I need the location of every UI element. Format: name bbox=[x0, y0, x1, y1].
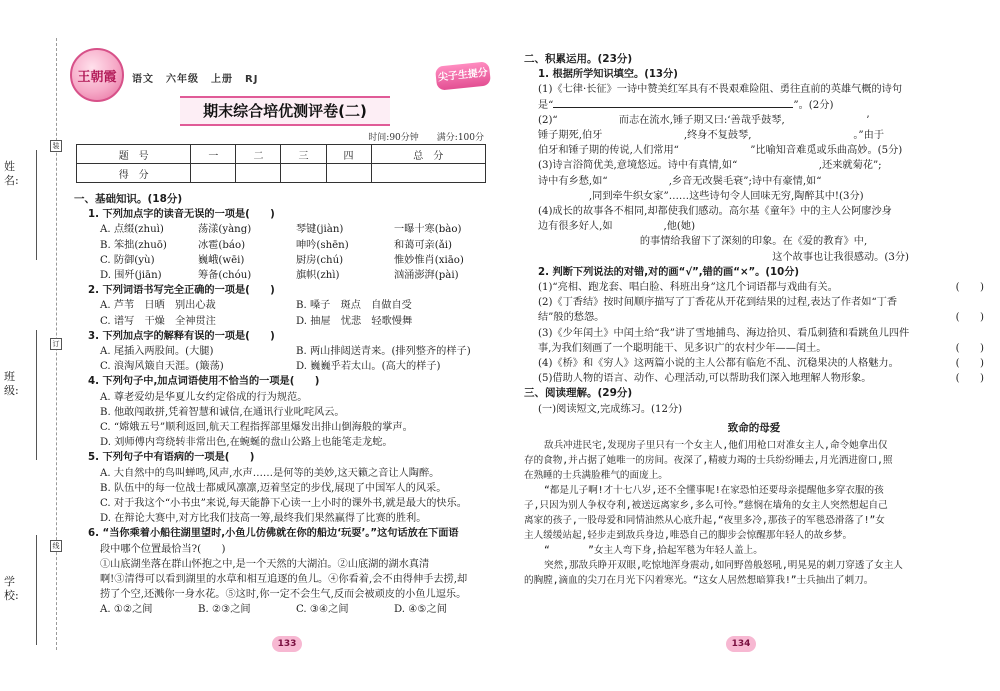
fill-line: 是“ ”。(2分) bbox=[538, 99, 834, 111]
school-label: 学 校: bbox=[4, 575, 26, 602]
question-stem: 6. “当你乘着小船往湖里望时,小鱼儿仿佛就在你的船边‘玩耍’。”这句话放在下面语 bbox=[88, 528, 459, 540]
publisher-logo: 王朝霞 bbox=[70, 48, 124, 102]
reading-passage bbox=[524, 438, 984, 588]
option-line: B. 队伍中的每一位战士都威风凛凛,迈着坚定的步伐,展现了中国军人的风采。 bbox=[100, 482, 447, 494]
score-cell[interactable] bbox=[326, 164, 371, 183]
option-row: D. 围歼(jiān) 筹备(chóu) 旗帜(zhì) 汹涌澎湃(pài) bbox=[100, 270, 459, 282]
option-line: C. 对于我这个“小书虫”来说,每天能静下心读一上小时的课外书,就是最大的快乐。 bbox=[100, 498, 467, 510]
option-row: A. 点缀(zhuì) 荡漾(yàng) 琴键(jiàn) 一曝十寒(bào) bbox=[100, 224, 462, 236]
binding-mark: 订 bbox=[50, 338, 62, 350]
page-number: 134 bbox=[726, 636, 756, 652]
section-basic-knowledge bbox=[74, 192, 492, 618]
passage-title: 致命的母爱 bbox=[727, 421, 781, 434]
right-page bbox=[502, 0, 1000, 691]
page-title: 期末综合培优测评卷(二) bbox=[180, 96, 390, 126]
name-label: 姓 名: bbox=[4, 160, 26, 187]
answer-paren[interactable]: ( ) bbox=[955, 342, 984, 354]
question-stem: 4. 下列句子中,加点词语使用不恰当的一项是( ) bbox=[88, 376, 320, 388]
class-label: 班 级: bbox=[4, 370, 26, 397]
passage-line: 啊!③清得可以看到湖里的水草和相互追逐的鱼儿。④你看着,会不由得伸手去捞,却 bbox=[100, 574, 468, 586]
passage-line: 子,只因为别人争权夺利,被送远离家乡,多么可怜。”慈悯在墙角的女主人突然想起自己 bbox=[524, 500, 888, 512]
passage-line: 存的食物,并占据了她唯一的房间。夜深了,精疲力竭的士兵纷纷睡去,月光洒进窗口,照 bbox=[524, 455, 893, 467]
passage-line: 在熟睡的士兵满脸稚气的面庞上。 bbox=[524, 470, 668, 482]
section-accumulation bbox=[524, 52, 984, 588]
question-stem: 1. 根据所学知识填空。(13分) bbox=[538, 69, 678, 81]
brand-stamp: 尖子生提分 bbox=[435, 61, 491, 91]
score-table bbox=[76, 144, 486, 183]
fill-line: (3)诗言浴简优美,意境悠远。诗中有真情,如“ ,还来就菊花”; bbox=[538, 160, 882, 172]
table-cell: 四 bbox=[326, 145, 371, 164]
option-line: D. 刘师傅内弯绕转非常出色,在蜿蜒的盘山公路上也能笔走龙蛇。 bbox=[100, 437, 393, 449]
binding-mark: 装 bbox=[50, 140, 62, 152]
fill-line: (4)成长的故事各不相同,却都使我们感动。高尔基《童年》中的主人公阿廖沙身 bbox=[538, 206, 892, 218]
option-row: A. 尾插入两股间。(大腿) B. 两山排闼送青来。(排列整齐的样子) bbox=[100, 346, 471, 358]
option-line: A. 尊老爱幼是华夏儿女约定俗成的行为规范。 bbox=[100, 391, 308, 403]
judge-item: 事,为我们刻画了一个聪明能干、见多识广的农村少年——闰土。 ( ) bbox=[524, 341, 984, 356]
fill-line: ,同到牵牛织女家”……这些诗句令人回味无穷,陶醉其中!(3分) bbox=[538, 190, 864, 202]
question-stem: 2. 下列词语书写完全正确的一项是( ) bbox=[88, 285, 275, 297]
option-line: D. 在辩论大赛中,对方比我们技高一筹,最终我们果然赢得了比赛的胜利。 bbox=[100, 513, 427, 525]
judge-item: (1)“亮相、跑龙套、唱白脸、科班出身”这几个词语都与戏曲有关。 ( ) bbox=[524, 280, 984, 295]
question-stem: 3. 下列加点字的解释有误的一项是( ) bbox=[88, 330, 275, 342]
table-cell: 总 分 bbox=[371, 145, 485, 164]
fill-line: 诗中有乡愁,如“ ,乡音无改鬓毛衰”;诗中有豪情,如“ bbox=[538, 175, 822, 187]
option-row: C. 浪淘风簸自天涯。(簸荡) D. 巍巍乎若太山。(高大的样子) bbox=[100, 361, 441, 373]
answer-paren[interactable]: ( ) bbox=[955, 373, 984, 385]
judge-item: 结”般的愁怨。 ( ) bbox=[524, 310, 984, 325]
fill-line: 这个故事也让我很感动。(3分) bbox=[538, 251, 909, 263]
fill-line: 锤子期死,伯牙 ,终身不复鼓琴, 。”由于 bbox=[538, 130, 885, 142]
answer-paren[interactable]: ( ) bbox=[955, 358, 984, 370]
option-row: B. 笨拙(zhuō) 冰雹(báo) 呻吟(shēn) 和蔼可亲(ǎi) bbox=[100, 239, 453, 251]
passage-line: 的胸膛,滴血的尖刀在月光下闪着寒光。“这女人居然想暗算我!”士兵抽出了刺刀。 bbox=[524, 575, 874, 587]
class-field[interactable] bbox=[36, 330, 37, 460]
option-row: C. 防御(yù) 巍峨(wēi) 厨房(chú) 惟妙惟肖(xiāo) bbox=[100, 254, 464, 266]
fill-line: 伯牙和锤子期的传说,人们常用“ ”比喻知音难觅或乐曲高妙。(5分) bbox=[538, 145, 903, 157]
answer-blank[interactable] bbox=[553, 107, 793, 108]
binding-mark: 线 bbox=[50, 540, 62, 552]
name-field[interactable] bbox=[36, 150, 37, 260]
question-stem: 5. 下列句子中有语病的一项是( ) bbox=[88, 452, 255, 464]
option-row: A. ①②之间 B. ②③之间 C. ③④之间 D. ④⑤之间 bbox=[100, 604, 447, 616]
fill-line: 边有很多好人,如 ,他(她) bbox=[538, 221, 696, 233]
binding-gutter bbox=[0, 0, 62, 691]
table-cell: 得 分 bbox=[77, 164, 191, 183]
score-cell[interactable] bbox=[236, 164, 281, 183]
passage-line: “ ”女主人弯下身,拾起军毯为年轻人盖上。 bbox=[544, 545, 763, 557]
table-row bbox=[77, 145, 486, 164]
judge-item: (5)借助人物的语言、动作、心理活动,可以帮助我们深入地理解人物形象。 ( ) bbox=[524, 371, 984, 386]
score-cell[interactable] bbox=[371, 164, 485, 183]
section-title: 一、基础知识。(18分) bbox=[74, 193, 183, 205]
table-cell: 一 bbox=[191, 145, 236, 164]
passage-line: ①山底湖坐落在群山怀抱之中,是一个天然的大湖泊。②山底湖的湖水真清 bbox=[100, 558, 430, 570]
page-number: 133 bbox=[272, 636, 302, 652]
table-row bbox=[77, 164, 486, 183]
option-line: C. “嫦娥五号”顺利返回,航天工程指挥部里爆发出排山倒海般的掌声。 bbox=[100, 422, 413, 434]
passage-line: 突然,那敌兵睁开双眼,吃惊地浑身震动,如同野兽般怒吼,明晃晃的刺刀穿透了女主人 bbox=[544, 560, 903, 572]
judge-item: (3)《少年闰土》中闰土给“我”讲了雪地捕鸟、海边拾贝、看瓜刺猹和看跳鱼儿四件 bbox=[538, 327, 910, 339]
passage-line: 主人缓缓站起,轻步走到敌兵身边,唯恐自己的脚步会惊醒那年轻人的故乡梦。 bbox=[524, 530, 853, 542]
option-row: A. 芦苇 日晒 别出心裁 B. 嗓子 斑点 自做自受 bbox=[100, 300, 412, 312]
judge-item: (2)《丁香结》按时间顺序描写了丁香花从开花到结果的过程,表达了作者如“丁香 bbox=[538, 297, 898, 309]
passage-line: 敌兵冲进民宅,发现房子里只有一个女主人,他们用枪口对准女主人,命令她拿出仅 bbox=[544, 440, 888, 452]
answer-paren[interactable]: ( ) bbox=[955, 312, 984, 324]
section-title: 二、积累运用。(23分) bbox=[524, 53, 633, 65]
fill-line: (2)“ 而志在流水,锤子期又曰:‘善哉乎鼓琴, ’ bbox=[538, 114, 870, 126]
option-row: C. 谱写 干燥 全神贯注 D. 抽屉 忧悲 轻歌慢舞 bbox=[100, 315, 413, 327]
score-cell[interactable] bbox=[281, 164, 326, 183]
question-stem: 段中哪个位置最恰当?( ) bbox=[100, 543, 226, 555]
fill-line: 的事情给我留下了深刻的印象。在《爱的教育》中, bbox=[538, 236, 868, 248]
question-stem: 2. 判断下列说法的对错,对的画“√”,错的画“×”。(10分) bbox=[538, 266, 800, 278]
table-cell: 二 bbox=[236, 145, 281, 164]
school-field[interactable] bbox=[36, 535, 37, 645]
reading-intro: (一)阅读短文,完成练习。(12分) bbox=[538, 403, 683, 415]
course-meta: 语文 六年级 上册 RJ bbox=[132, 74, 259, 85]
table-cell: 三 bbox=[281, 145, 326, 164]
passage-line: 捞了个空,还溅你一身水花。⑤这时,你一定不会生气,反而会被顽皮的小鱼儿逗乐。 bbox=[100, 589, 467, 601]
section-title: 三、阅读理解。(29分) bbox=[524, 387, 633, 400]
option-line: A. 大自然中的鸟叫蝉鸣,风声,水声……是何等的美妙,这天籁之音让人陶醉。 bbox=[100, 467, 440, 479]
question-stem: 1. 下列加点字的读音无误的一项是( ) bbox=[88, 209, 275, 221]
score-cell[interactable] bbox=[191, 164, 236, 183]
time-score-info: 时间:90分钟 满分:100分 bbox=[368, 133, 484, 143]
table-cell: 题 号 bbox=[77, 145, 191, 164]
judge-item: (4)《桥》和《穷人》这两篇小说的主人公都有临危不乱、沉稳果决的人格魅力。 ( ) bbox=[524, 356, 984, 371]
passage-line: “都是儿子啊!才十七八岁,还不全懂事呢!在家恐怕还要母亲提醒他多穿衣服的孩 bbox=[544, 485, 884, 497]
answer-paren[interactable]: ( ) bbox=[955, 282, 984, 294]
option-line: B. 他敢闯敢拼,凭着智慧和诚信,在通讯行业叱咤风云。 bbox=[100, 406, 345, 418]
passage-line: 离家的孩子,一股母爱和同情油然从心底升起,“夜里多冷,那孩子的军毯恐滑落了!”女 bbox=[524, 515, 885, 527]
fill-line: (1)《七律·长征》一诗中赞美红军具有不畏艰难险阻、勇往直前的英雄气概的诗句 bbox=[538, 84, 903, 96]
